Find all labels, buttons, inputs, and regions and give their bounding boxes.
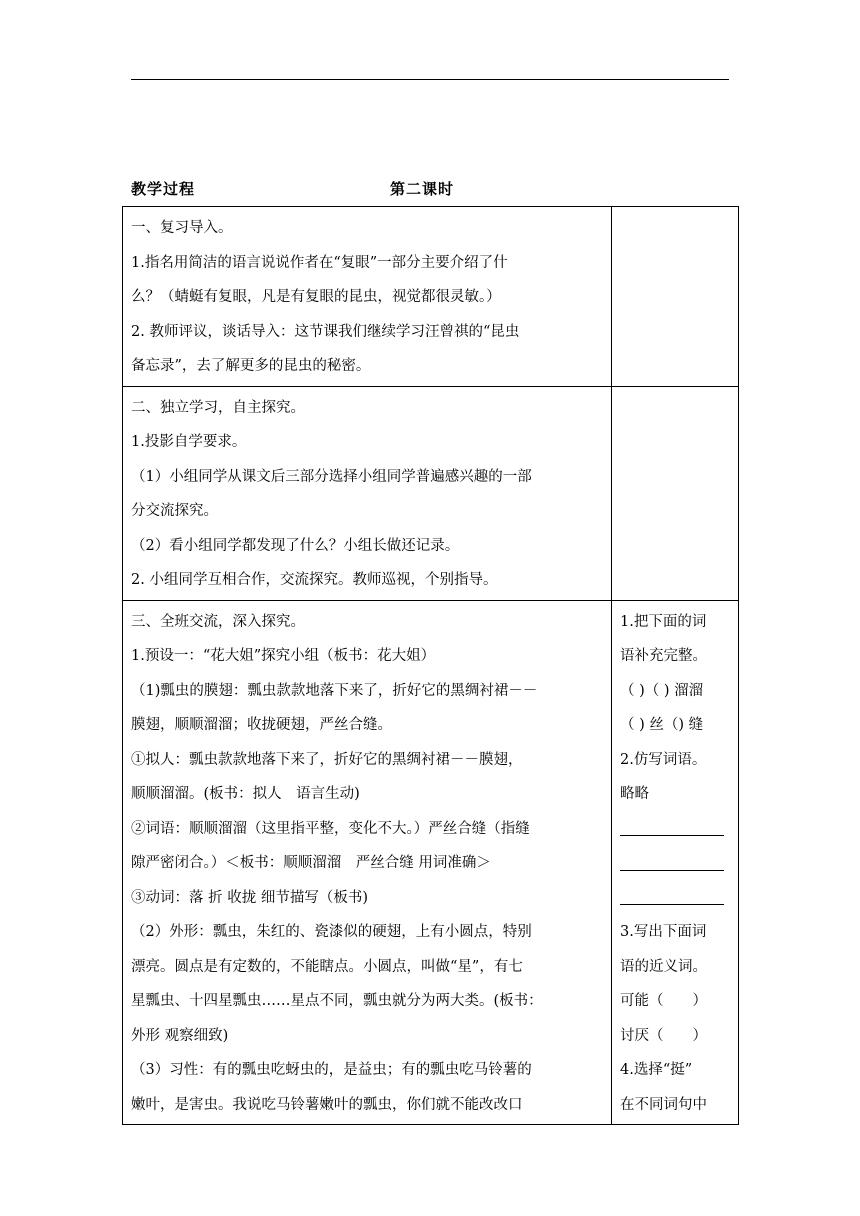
text-line: 二、独立学习，自主探究。 — [131, 399, 305, 416]
answer-blank — [620, 812, 732, 847]
text-line: 1.投影自学要求。 — [131, 434, 247, 450]
text-line: 么？（蜻蜓有复眼，凡是有复眼的昆虫，视觉都很灵敏。） — [131, 289, 501, 305]
exercise-line: 4.选择“挺” — [620, 1062, 693, 1078]
main-cell — [123, 207, 612, 387]
exercise-line: 在不同词句中 — [620, 1096, 707, 1113]
text-line: ②词语：顺顺溜溜（这里指平整，变化不大。）严丝合缝（指缝 — [131, 820, 530, 837]
table-row — [123, 386, 739, 600]
text-line: （1）小组同学从课文后三部分选择小组同学普遍感兴趣的一部 — [131, 468, 532, 485]
text-line: ③动词：落 折 收拢 细节描写（板书) — [131, 889, 368, 906]
text-line: 嫩叶，是害虫。我说吃马铃薯嫩叶的瓢虫，你们就不能改改口 — [131, 1096, 523, 1113]
exercise-line: 语的近义词。 — [620, 958, 707, 975]
text-line: （2）看小组同学都发现了什么？小组长做还记录。 — [131, 537, 460, 554]
lesson-table — [122, 206, 739, 1125]
text-line: 2. 小组同学互相合作，交流探究。教师巡视，个别指导。 — [131, 572, 498, 588]
exercise-line: 1.把下面的词 — [620, 613, 707, 630]
side-cell — [612, 386, 739, 600]
text-line: 隙严密闭合。）＜板书：顺顺溜溜 严丝合缝 用词准确＞ — [131, 855, 491, 871]
main-cell — [123, 600, 612, 1125]
exercise-line: 可能（ ） — [620, 993, 707, 1009]
text-line: 顺顺溜溜。(板书：拟人 语言生动) — [131, 786, 360, 802]
text-line: 1.指名用简洁的语言说说作者在“复眼”一部分主要介绍了什 — [131, 254, 508, 271]
text-line: 备忘录”，去了解更多的昆虫的秘密。 — [131, 358, 371, 374]
period-label: 第二课时 — [390, 180, 455, 198]
exercise-line: 讨厌（ ） — [620, 1027, 707, 1044]
text-line: 漂亮。圆点是有定数的，不能瞎点。小圆点，叫做“星”，有七 — [131, 958, 523, 975]
text-line: 膜翅，顺顺溜溜；收拢硬翅，严丝合缝。 — [131, 717, 392, 733]
exercise-line: 3.写出下面词 — [620, 924, 707, 940]
section-label: 教学过程 — [131, 180, 196, 198]
exercise-line: 语补充完整。 — [620, 648, 707, 664]
text-line: 星瓢虫、十四星瓢虫……星点不同，瓢虫就分为两大类。(板书： — [131, 993, 543, 1009]
text-line: 一、复习导入。 — [131, 220, 233, 236]
text-line: 三、全班交流，深入探究。 — [131, 613, 305, 630]
answer-blank — [620, 881, 732, 916]
main-cell — [123, 386, 612, 600]
section-heading — [0, 178, 860, 200]
text-line: （1)瓢虫的膜翅：瓢虫款款地落下来了，折好它的黑绸衬裙－－ — [131, 682, 538, 699]
answer-blank — [620, 846, 732, 881]
text-line: 1.预设一：“花大姐”探究小组（板书：花大姐） — [131, 648, 436, 664]
text-line: （3）习性：有的瓢虫吃蚜虫的，是益虫；有的瓢虫吃马铃薯的 — [131, 1062, 532, 1078]
exercise-cell — [612, 600, 739, 1125]
exercise-line: 略略 — [620, 786, 649, 802]
exercise-line: （ ) 丝（) 缝 — [620, 717, 704, 733]
text-line: 分交流探究。 — [131, 503, 218, 519]
table-row — [123, 207, 739, 387]
table-row — [123, 600, 739, 1125]
text-line: ①拟人：瓢虫款款地落下来了，折好它的黑绸衬裙－－膜翅， — [131, 751, 523, 768]
exercise-line: （ )（ ) 溜溜 — [620, 682, 704, 699]
text-line: 2. 教师评议，谈话导入：这节课我们继续学习汪曾祺的“昆虫 — [131, 323, 520, 340]
exercise-line: 2.仿写词语。 — [620, 751, 707, 768]
text-line: （2）外形：瓢虫，朱红的、瓷漆似的硬翅，上有小圆点，特别 — [131, 924, 532, 940]
text-line: 外形 观察细致) — [131, 1027, 229, 1044]
side-cell — [612, 207, 739, 387]
header-rule — [131, 79, 729, 80]
